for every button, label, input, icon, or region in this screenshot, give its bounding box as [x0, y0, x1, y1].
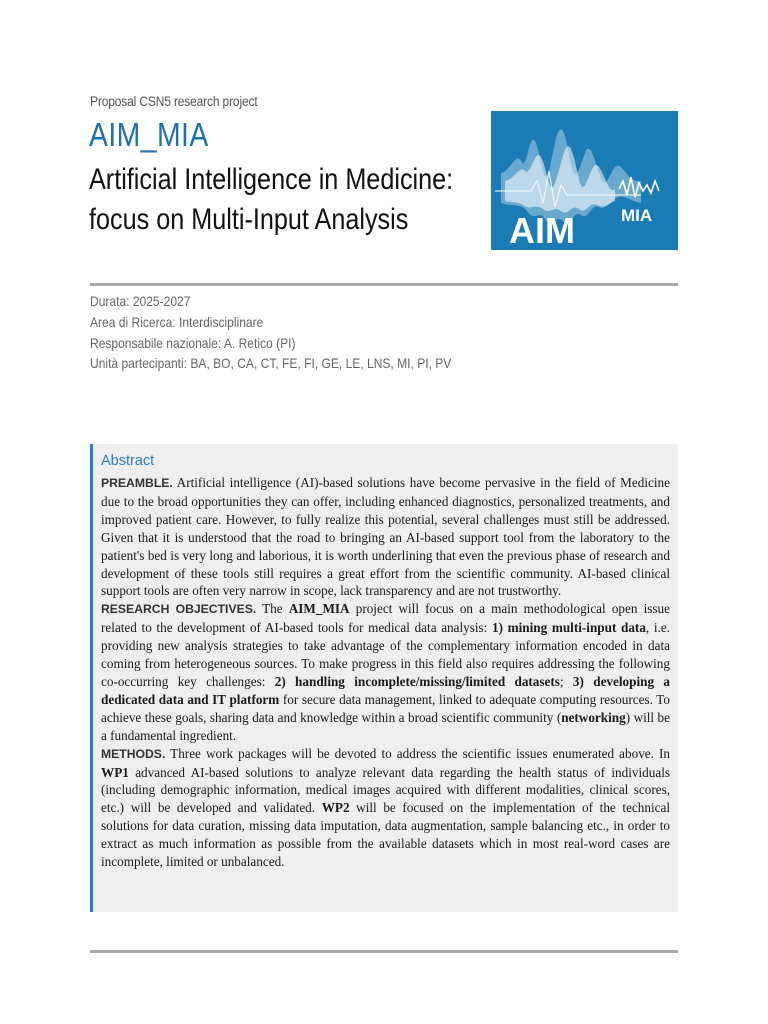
logo-graphic [491, 111, 678, 250]
objectives-bold: 2) handling incomplete/missing/limited datasets [274, 673, 560, 689]
objectives-bold: 3) developing a dedicated data and IT platform [101, 673, 670, 707]
project-title-line-1: Artificial Intelligence in Medicine: [89, 163, 454, 196]
duration-line: Durata: 2025-2027 [90, 293, 191, 309]
preamble-paragraph [101, 474, 670, 600]
bottom-divider [90, 950, 678, 953]
abstract-body [101, 474, 670, 871]
methods-label: METHODS. [101, 746, 166, 761]
methods-bold: WP2 [321, 800, 350, 816]
abstract-box [90, 444, 678, 912]
research-area-line: Area di Ricerca: Interdisciplinare [90, 313, 264, 330]
objectives-text: for secure data management, linked to adequate computing resources. To achieve these goals, sharing data and knowledge within a broad scientific community ( [101, 691, 670, 725]
methods-text: will be focused on the implementation of the technical solutions for data curation, missing data imputation, data augmentation, sample balancing etc., in order to extract as much information as possible from the available datasets which in most real-word cases are incomplete, limited or unbalanced. [101, 800, 670, 870]
logo-main-text: AIM [509, 210, 575, 250]
methods-paragraph [101, 745, 670, 871]
objectives-paragraph [101, 600, 670, 744]
project-title-line-2: focus on Multi-Input Analysis [89, 203, 409, 236]
objectives-text: project will focus on a main methodological open issue related to the development of AI-based tools for medical data analysis: [101, 601, 670, 636]
objectives-text: The [256, 601, 289, 617]
objectives-bold: networking [561, 709, 626, 725]
objectives-text: ) will be a fundamental ingredient. [101, 709, 670, 743]
preamble-label: PREAMBLE. [101, 476, 173, 490]
responsible-line: Responsabile nazionale: A. Retico (PI) [90, 334, 296, 351]
objectives-label: RESEARCH OBJECTIVES. [101, 602, 257, 617]
logo-super-text: MIA [621, 206, 653, 225]
abstract-heading: Abstract [101, 453, 155, 469]
top-divider [90, 283, 678, 286]
aim-mia-logo [491, 111, 678, 250]
project-metadata [90, 291, 451, 374]
project-acronym: AIM_MIA [89, 116, 209, 153]
objectives-text: ; [559, 673, 573, 689]
methods-bold: WP1 [101, 764, 129, 780]
objectives-bold: AIM_MIA [288, 601, 350, 617]
objectives-text: , i.e. providing new analysis strategies to take advantage of the complementary information encoded in data coming from heterogeneous sources. To make progress in this field also requires addressing the following co-occurring key challenges: [101, 620, 670, 689]
objectives-bold: 1) mining multi-input data [492, 620, 646, 636]
methods-text: Three work packages will be devoted to address the scientific issues enumerated above. In [165, 745, 670, 761]
proposal-subtitle: Proposal CSN5 research project [90, 93, 258, 109]
methods-text: advanced AI-based solutions to analyze relevant data regarding the health status of individuals (including demographic information, medical images acquired with different modalities, clinical scores, etc.) will be developed and validated. [101, 764, 670, 816]
units-line: Unità partecipanti: BA, BO, CA, CT, FE, FI, GE, LE, LNS, MI, PI, PV [90, 355, 452, 372]
preamble-text: Artificial intelligence (AI)-based solutions have become pervasive in the field of Medicine due to the broad opportunities they can offer, including enhanced diagnostics, personalized treatments, and improved patient care. However, to fully realize this potential, several challenges must still be addressed. Given that it is understood that the road to bringing an AI-based support tool from the laboratory to the patient's bed is very long and laborious, it is worth underlining that even the previous phase of research and development of these tools still requires a great effort from the scientific community. AI-based clinical support tools are often very narrow in scope, lack transparency and are not trustworthy. [101, 475, 670, 599]
